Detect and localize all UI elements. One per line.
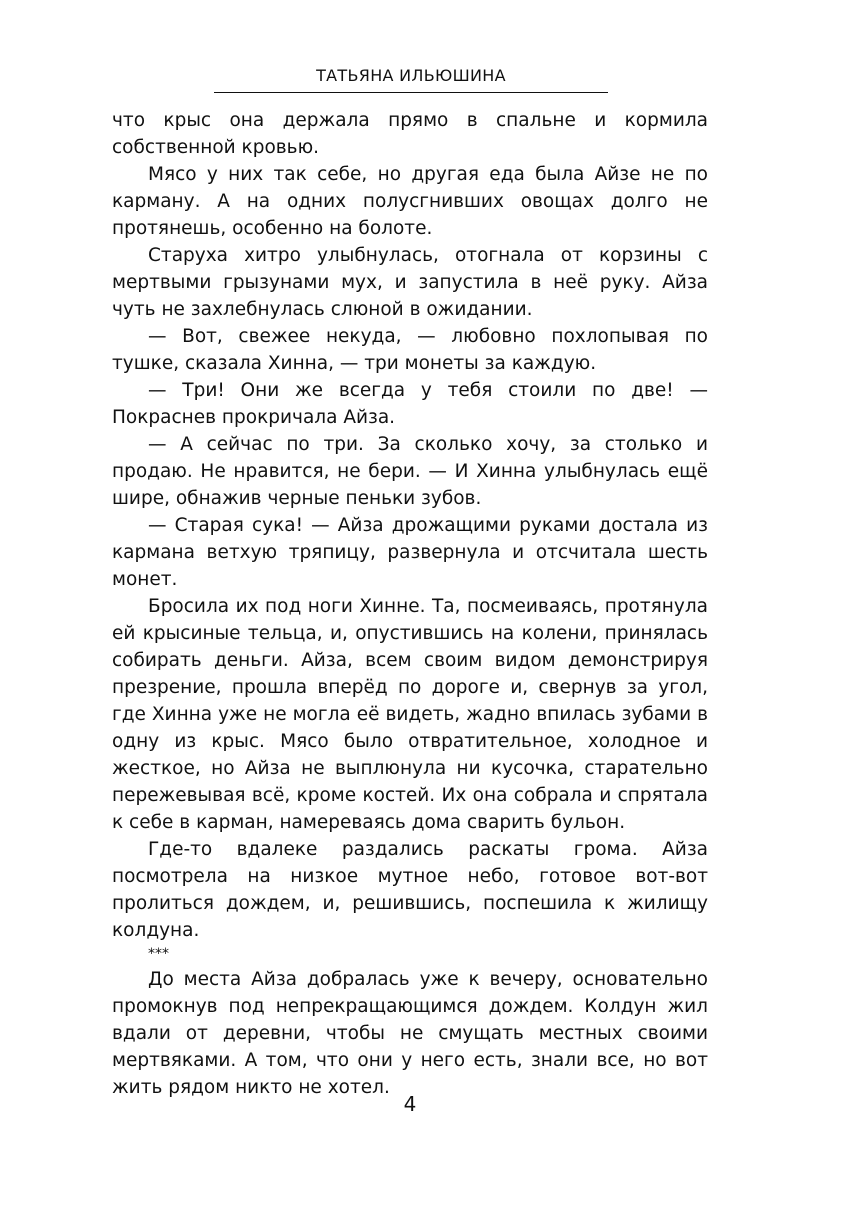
dialogue-line: — Три! Они же всегда у тебя стоили по две! — Покраснев прокричала Айза. (112, 380, 708, 428)
dialogue-line: — Вот, свежее некуда, — любовно похлопывая по тушке, сказала Хинна, — три монеты за каждую. (112, 326, 708, 374)
paragraph: Мясо у них так себе, но другая еда была Айзе не по карману. А на одних полусгнивших овощах долго не протянешь, особенно на болоте. (112, 164, 708, 239)
paragraph: Где-то вдалеке раздались раскаты грома. Айза посмотрела на низкое мутное небо, готовое вот-вот пролиться дождем, и, решившись, поспешила к жилищу колдуна. (112, 839, 708, 941)
scene-separator: *** (148, 946, 169, 962)
paragraph: Старуха хитро улыбнулась, отогнала от корзины с мертвыми грызунами мух, и запустила в неё руку. Айза чуть не захлебнулась слюной в ожидании. (112, 245, 708, 320)
running-header-author: ТАТЬЯНА ИЛЬЮШИНА (316, 66, 506, 85)
dialogue-line: — Старая сука! — Айза дрожащими руками достала из кармана ветхую тряпицу, развернула и отсчитала шесть монет. (112, 515, 708, 590)
dialogue-line: — А сейчас по три. За сколько хочу, за столько и продаю. Не нравится, не бери. — И Хинна улыбнулась ещё шире, обнажив черные пеньки зубов. (112, 434, 708, 509)
paragraph: До места Айза добралась уже к вечеру, основательно промокнув под непрекращающимся дождем. Колдун жил вдали от деревни, чтобы не смущать местных своими мертвяками. А том, что они у него есть, знали все, но вот жить рядом никто не хотел. (112, 969, 708, 1098)
paragraph: Бросила их под ноги Хинне. Та, посмеиваясь, протянула ей крысиные тельца, и, опустившись на колени, принялась собирать деньги. Айза, всем своим видом демонстрируя презрение, прошла вперёд по дороге и, свернув за угол, где Хинна уже не могла её видеть, жадно впилась зубами в одну из крыс. Мясо было отвратительное, холодное и жесткое, но Айза не выплюнула ни кусочка, старательно пережевывая всё, кроме костей. Их она собрала и спрятала к себе в карман, намереваясь дома сварить бульон. (112, 596, 708, 833)
paragraph: что крыс она держала прямо в спальне и кормила собственной кровью. (112, 110, 708, 158)
page-number: 4 (403, 1092, 417, 1116)
header-rule (214, 92, 608, 93)
body-text (112, 107, 708, 1101)
